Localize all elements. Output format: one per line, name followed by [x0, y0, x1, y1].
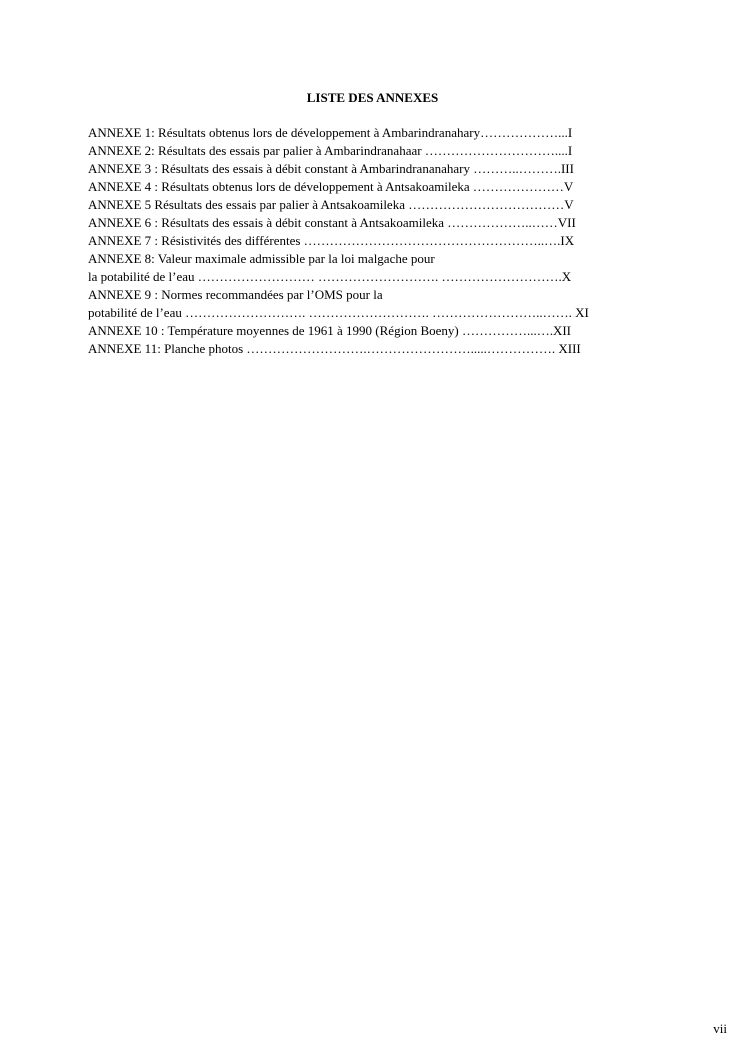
annex-entry-4: ANNEXE 4 : Résultats obtenus lors de développement à Antsakoamileka …………………V: [88, 179, 574, 194]
annex-entry-10: ANNEXE 10 : Température moyennes de 1961 à 1990 (Région Boeny) ……………...….XII: [88, 323, 572, 338]
page-number: vii: [713, 1021, 727, 1036]
annex-entry-1: ANNEXE 1: Résultats obtenus lors de développement à Ambarindranahary………………...I: [88, 125, 573, 140]
annex-entry-9-line-2: potabilité de l’eau ………………………. ………………………. ……………………..……. XI: [88, 305, 589, 320]
annex-entry-2: ANNEXE 2: Résultats des essais par palier à Ambarindranahaar …………………………....I: [88, 143, 573, 158]
annex-entry-6: ANNEXE 6 : Résultats des essais à débit constant à Antsakoamileka ………………..……VII: [88, 215, 576, 230]
annex-entry-7: ANNEXE 7 : Résistivités des différentes ………………………………………………..….IX: [88, 233, 575, 248]
annex-entry-5: ANNEXE 5 Résultats des essais par palier à Antsakoamileka ………………………………V: [88, 197, 574, 212]
annex-entry-8-line-2: la potabilité de l’eau ……………………… ………………………. ……………………….X: [88, 269, 572, 284]
annex-entry-9-line-1: ANNEXE 9 : Normes recommandées par l’OMS pour la: [88, 287, 383, 302]
page-title: LISTE DES ANNEXES: [306, 90, 439, 105]
annex-entry-3: ANNEXE 3 : Résultats des essais à débit constant à Ambarindrananahary ………..……….III: [88, 161, 574, 176]
annex-entry-8-line-1: ANNEXE 8: Valeur maximale admissible par la loi malgache pour: [88, 251, 435, 266]
annex-entry-11: ANNEXE 11: Planche photos ……………………….…………………….....……………. XIII: [88, 341, 581, 356]
annex-list: [88, 124, 650, 358]
